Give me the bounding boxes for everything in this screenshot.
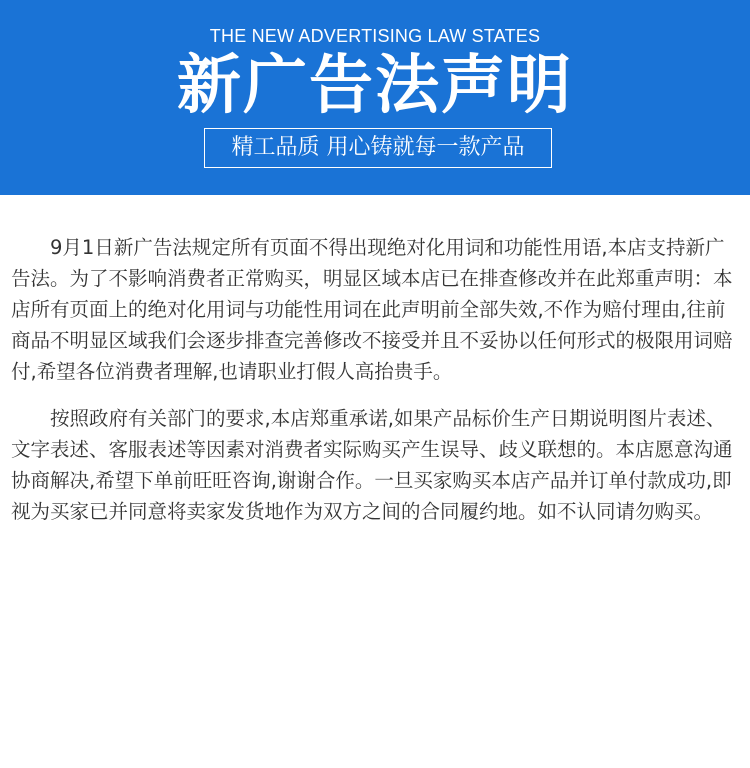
statement-body	[11, 232, 738, 543]
slogan-box: 精工品质 用心铸就每一款产品	[204, 128, 552, 168]
header-banner	[0, 0, 750, 195]
english-heading: THE NEW ADVERTISING LAW STATES	[209, 26, 541, 46]
page-title: 新广告法声明	[177, 49, 573, 123]
statement-paragraph-1: 9月1日新广告法规定所有页面不得出现绝对化用词和功能性用语,本店支持新广告法。为了不影响消费者正常购买，明显区域本店已在排查修改并在此郑重声明：本店所有页面上的绝对化用词与功能性用词在此声明前全部失效,不作为赔付理由,往前商品不明显区域我们会逐步排查完善修改不接受并且不妥协以任何形式的极限用词赔付,希望各位消费者理解,也请职业打假人高抬贵手。	[11, 236, 733, 383]
statement-paragraph-2: 按照政府有关部门的要求,本店郑重承诺,如果产品标价生产日期说明图片表述、文字表述、客服表述等因素对消费者实际购买产生误导、歧义联想的。本店愿意沟通协商解决,希望下单前旺旺咨询,谢谢合作。一旦买家购买本店产品并订单付款成功,即视为买家已并同意将卖家发货地作为双方之间的合同履约地。如不认同请勿购买。	[11, 407, 733, 523]
